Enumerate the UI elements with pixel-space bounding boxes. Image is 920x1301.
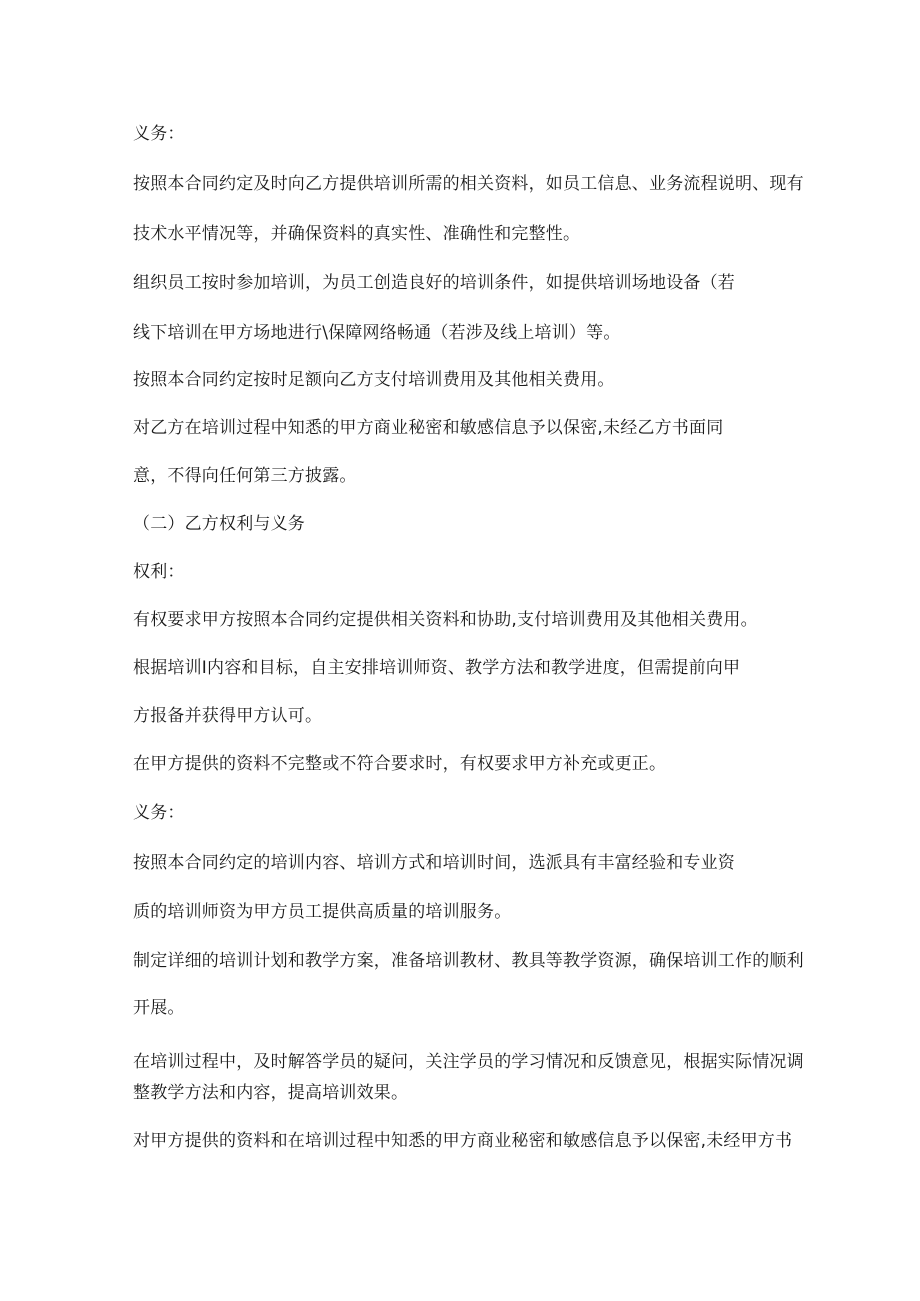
paragraph-line: 开展。 — [133, 998, 185, 1018]
paragraph-line: 整教学方法和内容，提高培训效果。 — [133, 1083, 409, 1103]
paragraph-line: 组织员工按时参加培训，为员工创造良好的培训条件，如提供培训场地设备（若 — [133, 273, 735, 293]
paragraph-line: 按照本合同约定的培训内容、培训方式和培训时间，选派具有丰富经验和专业资 — [133, 853, 735, 873]
paragraph-line: 意，不得向任何第三方披露。 — [133, 466, 357, 486]
paragraph-line: 对甲方提供的资料和在培训过程中知悉的甲方商业秘密和敏感信息予以保密,未经甲方书 — [133, 1131, 793, 1151]
paragraph-line: 方报备并获得甲方认可。 — [133, 706, 323, 726]
paragraph-line: 制定详细的培训计划和教学方案，准备培训教材、教具等教学资源，确保培训工作的顺利 — [133, 951, 804, 971]
paragraph-line: 义务： — [133, 124, 185, 144]
paragraph-line: 对乙方在培训过程中知悉的甲方商业秘密和敏感信息予以保密,未经乙方书面同 — [133, 418, 724, 438]
paragraph-line: 权利： — [133, 562, 185, 582]
paragraph-line: 按照本合同约定按时足额向乙方支付培训费用及其他相关费用。 — [133, 370, 615, 390]
paragraph-line: 有权要求甲方按照本合同约定提供相关资料和协助,支付培训费用及其他相关费用。 — [133, 610, 758, 630]
paragraph-line: 按照本合同约定及时向乙方提供培训所需的相关资料，如员工信息、业务流程说明、现有 — [133, 174, 804, 194]
section-heading: （二）乙方权利与义务 — [133, 514, 305, 534]
paragraph-line: 在培训过程中，及时解答学员的疑问，关注学员的学习情况和反馈意见，根据实际情况调 — [133, 1052, 804, 1072]
paragraph-line: 在甲方提供的资料不完整或不符合要求时，有权要求甲方补充或更正。 — [133, 754, 667, 774]
paragraph-line: 质的培训师资为甲方员工提供高质量的培训服务。 — [133, 902, 512, 922]
paragraph-line: 线下培训在甲方场地进行\保障网络畅通（若涉及线上培训）等。 — [133, 323, 621, 343]
paragraph-line: 义务： — [133, 803, 185, 823]
paragraph-line: 根据培训I内容和目标，自主安排培训师资、教学方法和教学进度，但需提前向甲 — [133, 658, 741, 678]
paragraph-line: 技术水平情况等，并确保资料的真实性、准确性和完整性。 — [133, 224, 581, 244]
